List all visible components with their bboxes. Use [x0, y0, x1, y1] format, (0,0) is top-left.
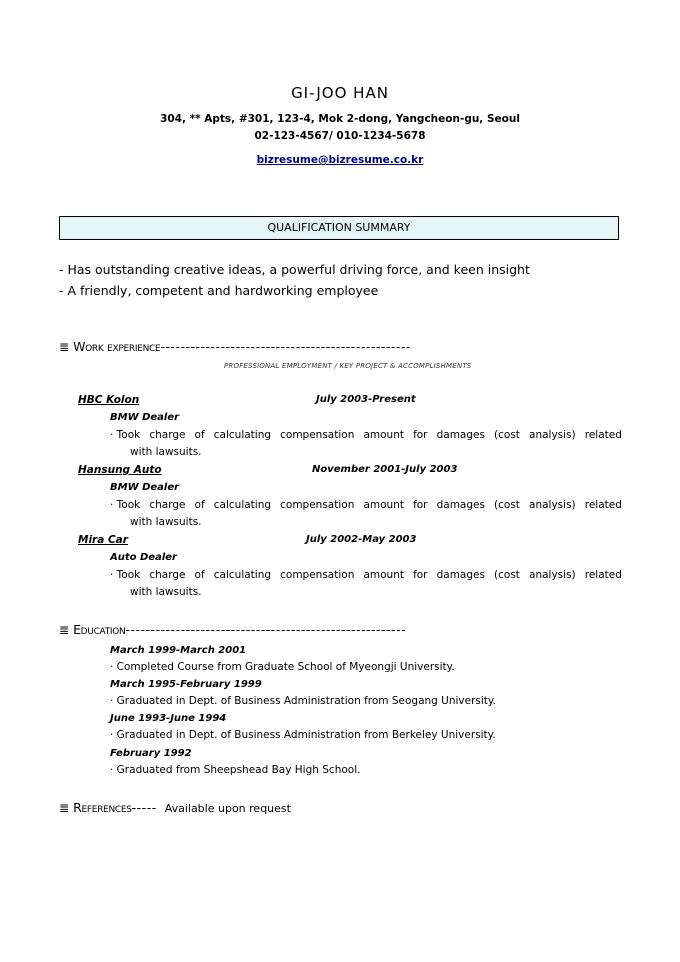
duty-line	[110, 427, 622, 444]
word: compensation	[280, 569, 355, 581]
summary-item: - A friendly, competent and hardworking employee	[59, 283, 379, 298]
work-subtitle: PROFESSIONAL EMPLOYMENT / KEY PROJECT & ACCOMPLISHMENTS	[224, 362, 472, 370]
section-bullet-icon: ≣	[59, 801, 70, 815]
word: · Took	[110, 429, 141, 441]
word: calculating	[213, 429, 272, 441]
section-rule: --------------------------------------------------------	[125, 622, 407, 637]
word: charge	[149, 429, 186, 441]
word: · Took	[110, 569, 141, 581]
references-heading	[59, 800, 291, 815]
word: analysis)	[529, 499, 576, 511]
word: calculating	[213, 499, 272, 511]
phone-numbers: 02-123-4567/ 010-1234-5678	[254, 130, 426, 142]
duty-continuation: with lawsuits.	[130, 586, 202, 598]
education-date: February 1992	[110, 748, 192, 759]
section-title: Work experience	[73, 339, 161, 354]
education-date: March 1995-February 1999	[110, 679, 262, 690]
references-text: Available upon request	[164, 802, 291, 815]
duty-line	[110, 567, 622, 584]
qualification-summary-header: QUALIFICATION SUMMARY	[59, 216, 619, 240]
word: damages	[436, 569, 485, 581]
job-period: November 2001-July 2003	[312, 464, 458, 475]
resume-name: GI-JOO HAN	[291, 84, 389, 102]
address: 304, ** Apts, #301, 123-4, Mok 2-dong, Yangcheon-gu, Seoul	[160, 113, 520, 125]
email-row	[0, 148, 680, 167]
education-desc: · Graduated from Sheepshead Bay High School.	[110, 764, 361, 776]
word: amount	[363, 499, 404, 511]
section-rule: --------------------------------------------------	[160, 339, 411, 354]
word: analysis)	[529, 429, 576, 441]
duty-continuation: with lawsuits.	[130, 446, 202, 458]
word: compensation	[280, 429, 355, 441]
section-rule: -----	[131, 800, 157, 815]
word: · Took	[110, 499, 141, 511]
word: related	[584, 429, 622, 441]
duty-line	[110, 497, 622, 514]
job-role: BMW Dealer	[110, 412, 180, 423]
word: for	[413, 429, 428, 441]
job-duty	[110, 567, 622, 601]
word: compensation	[280, 499, 355, 511]
section-bullet-icon: ≣	[59, 340, 70, 354]
word: (cost	[494, 569, 520, 581]
word: for	[413, 499, 428, 511]
word: of	[194, 499, 205, 511]
word: amount	[363, 569, 404, 581]
education-desc: · Graduated in Dept. of Business Administration from Seogang University.	[110, 695, 496, 707]
section-bullet-icon: ≣	[59, 623, 70, 637]
word: analysis)	[529, 569, 576, 581]
education-desc: · Graduated in Dept. of Business Administration from Berkeley University.	[110, 729, 496, 741]
word: (cost	[494, 429, 520, 441]
word: damages	[436, 429, 485, 441]
word: related	[584, 569, 622, 581]
job-duty	[110, 497, 622, 531]
summary-item: - Has outstanding creative ideas, a powerful driving force, and keen insight	[59, 262, 530, 277]
word: of	[194, 429, 205, 441]
duty-continuation: with lawsuits.	[130, 516, 202, 528]
job-company: HBC Kolon	[78, 394, 140, 406]
word: amount	[363, 429, 404, 441]
word: related	[584, 499, 622, 511]
word: damages	[436, 499, 485, 511]
email-link[interactable]: bizresume@bizresume.co.kr	[256, 154, 424, 166]
word: of	[194, 569, 205, 581]
work-experience-heading	[59, 339, 411, 354]
job-period: July 2002-May 2003	[306, 534, 417, 545]
section-title: References	[73, 800, 132, 815]
word: charge	[149, 569, 186, 581]
job-role: Auto Dealer	[110, 552, 177, 563]
word: calculating	[213, 569, 272, 581]
education-heading	[59, 622, 406, 637]
word: for	[413, 569, 428, 581]
job-duty	[110, 427, 622, 461]
word: (cost	[494, 499, 520, 511]
section-title: Education	[73, 622, 126, 637]
job-company: Mira Car	[78, 534, 128, 546]
job-company: Hansung Auto	[78, 464, 162, 476]
job-period: July 2003-Present	[316, 394, 416, 405]
education-date: June 1993-June 1994	[110, 713, 227, 724]
job-role: BMW Dealer	[110, 482, 180, 493]
education-date: March 1999-March 2001	[110, 645, 247, 656]
word: charge	[149, 499, 186, 511]
education-desc: · Completed Course from Graduate School of Myeongji University.	[110, 661, 455, 673]
